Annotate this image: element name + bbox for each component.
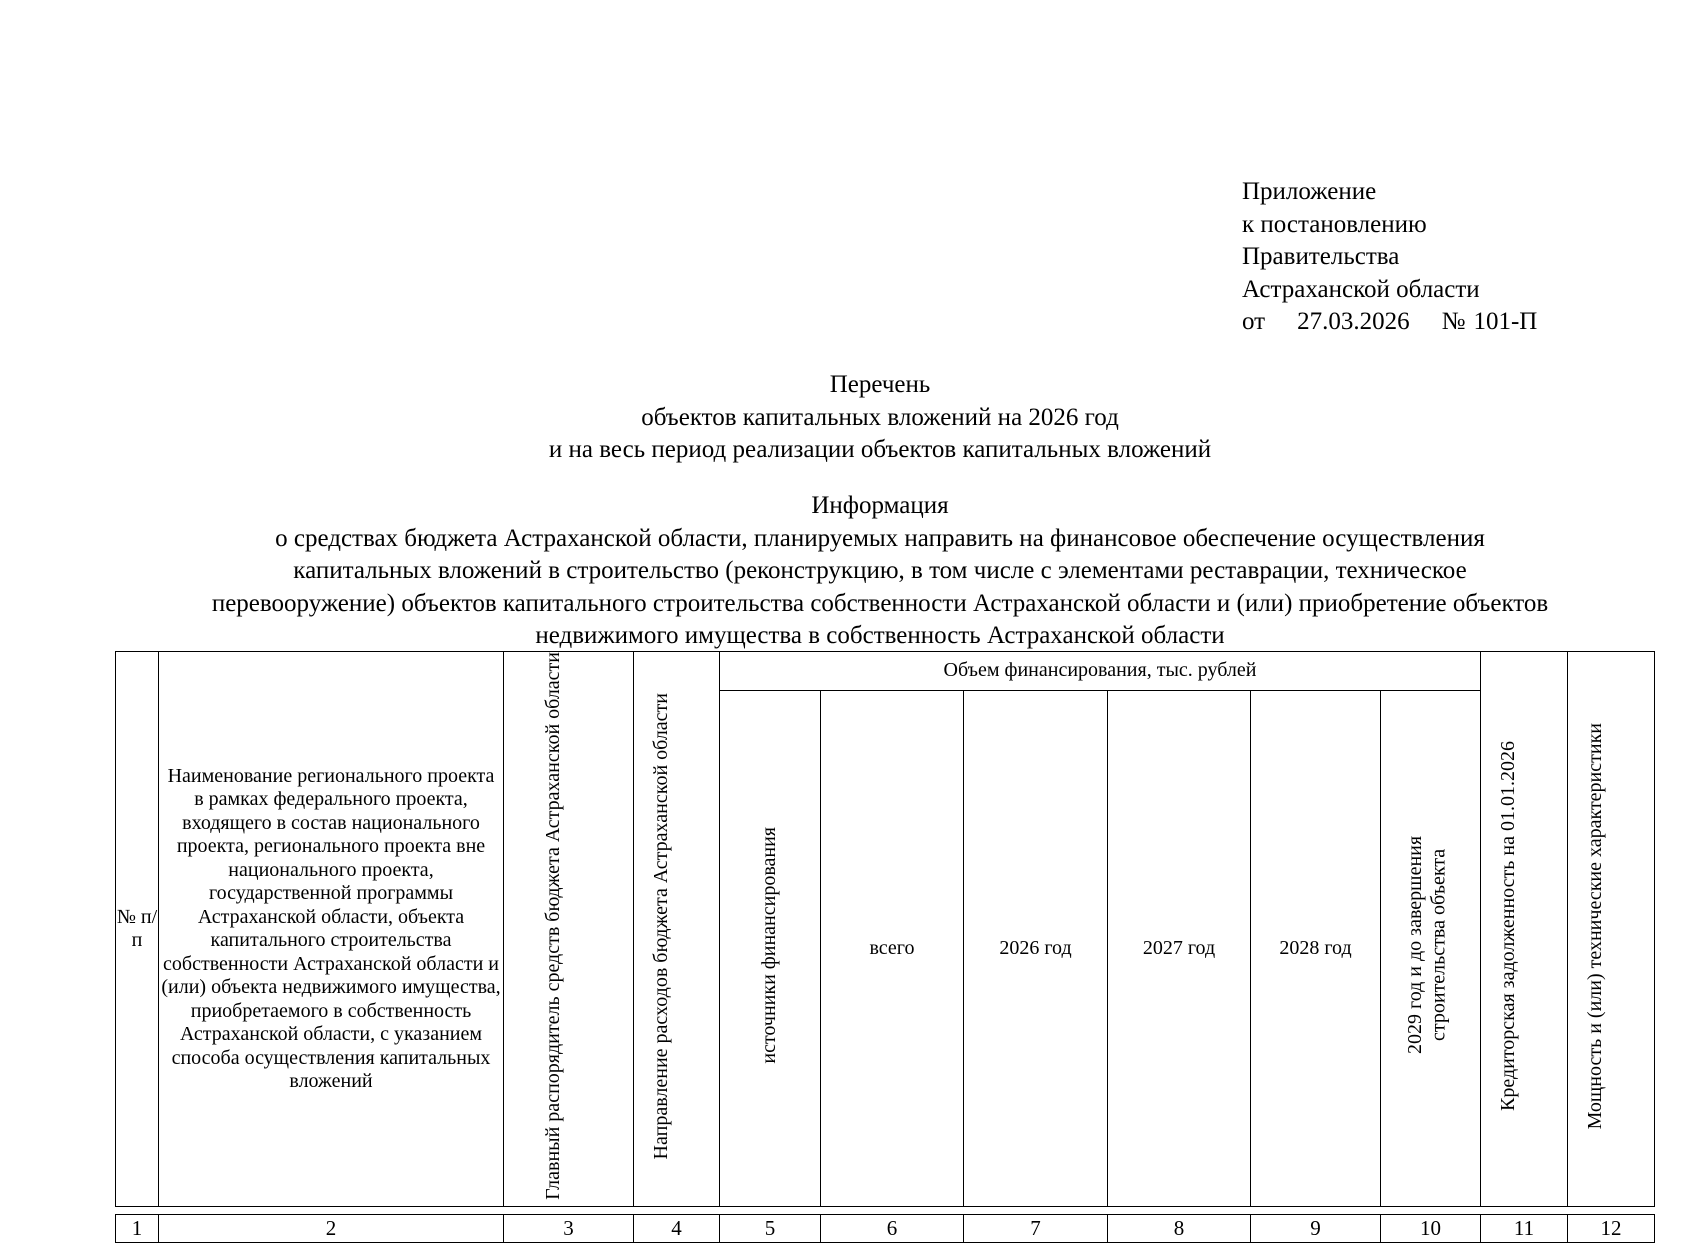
info-line: Информация bbox=[811, 492, 949, 519]
title-line: Перечень bbox=[829, 371, 931, 398]
list-title-block bbox=[110, 369, 1650, 467]
column-number: 12 bbox=[1568, 1215, 1655, 1243]
info-line: о средствах бюджета Астраханской области, планируемых направить на финансовое обеспечение осуществления bbox=[275, 524, 1485, 552]
appendix-line: Правительства bbox=[1242, 243, 1400, 270]
header-main-manager: Главный распорядитель средств бюджета Астраханской области bbox=[504, 652, 634, 1207]
appendix-date-line bbox=[1242, 306, 1537, 339]
number-sign: № bbox=[1441, 308, 1466, 335]
header-num: № п/п bbox=[116, 652, 159, 1207]
column-number: 9 bbox=[1251, 1215, 1381, 1243]
column-number: 6 bbox=[821, 1215, 964, 1243]
header-total: всего bbox=[821, 690, 964, 1207]
column-number: 2 bbox=[159, 1215, 504, 1243]
header-funding-group: Объем финансирования, тыс. рублей bbox=[720, 652, 1481, 691]
column-number: 10 bbox=[1381, 1215, 1481, 1243]
column-number: 5 bbox=[720, 1215, 821, 1243]
title-line: объектов капитальных вложений на 2026 год bbox=[641, 403, 1119, 431]
header-name: Наименование регионального проекта в рамках федерального проекта, входящего в состав национального проекта, регионального проекта вне национального проекта, государственной программы Астраханской области, объекта капитального строительства собственности Астраханской области и (или) объекта недвижимого имущества, приобретаемого в собственность Астраханской области, с указанием способа осуществления капитальных вложений bbox=[159, 652, 504, 1207]
info-line: недвижимого имущества в собственность Астраханской области bbox=[535, 622, 1225, 649]
header-capacity: Мощность и (или) технические характеристики bbox=[1568, 652, 1655, 1207]
appendix-line: Астраханской области bbox=[1242, 275, 1480, 303]
appendix-line: к постановлению bbox=[1242, 210, 1427, 238]
appendix-line: Приложение bbox=[1242, 178, 1377, 205]
capital-investment-table bbox=[115, 651, 1655, 1243]
column-number: 11 bbox=[1481, 1215, 1568, 1243]
info-line: капитальных вложений в строительство (реконструкцию, в том числе с элементами реставрации, техническое bbox=[293, 557, 1467, 584]
info-line: перевооружение) объектов капитального строительства собственности Астраханской области и (или) приобретение объектов bbox=[211, 589, 1549, 617]
column-number: 4 bbox=[634, 1215, 720, 1243]
header-direction: Направление расходов бюджета Астраханской области bbox=[634, 652, 720, 1207]
header-sources: источники финансирования bbox=[720, 690, 821, 1207]
appendix-block bbox=[1242, 176, 1537, 339]
header-debt: Кредиторская задолженность на 01.01.2026 bbox=[1481, 652, 1568, 1207]
column-number: 8 bbox=[1108, 1215, 1251, 1243]
column-number: 1 bbox=[116, 1215, 159, 1243]
header-2029: 2029 год и до завершения строительства объекта bbox=[1381, 690, 1481, 1207]
header-2028: 2028 год bbox=[1251, 690, 1381, 1207]
column-number-row bbox=[116, 1215, 1655, 1243]
from-label: от bbox=[1242, 308, 1266, 335]
header-2027: 2027 год bbox=[1108, 690, 1251, 1207]
info-title-block bbox=[110, 490, 1650, 653]
header-2026: 2026 год bbox=[964, 690, 1108, 1207]
column-number: 7 bbox=[964, 1215, 1108, 1243]
column-number: 3 bbox=[504, 1215, 634, 1243]
title-line: и на весь период реализации объектов капитальных вложений bbox=[548, 436, 1212, 463]
decree-number: 101-П bbox=[1473, 308, 1538, 335]
decree-date: 27.03.2026 bbox=[1297, 308, 1410, 335]
